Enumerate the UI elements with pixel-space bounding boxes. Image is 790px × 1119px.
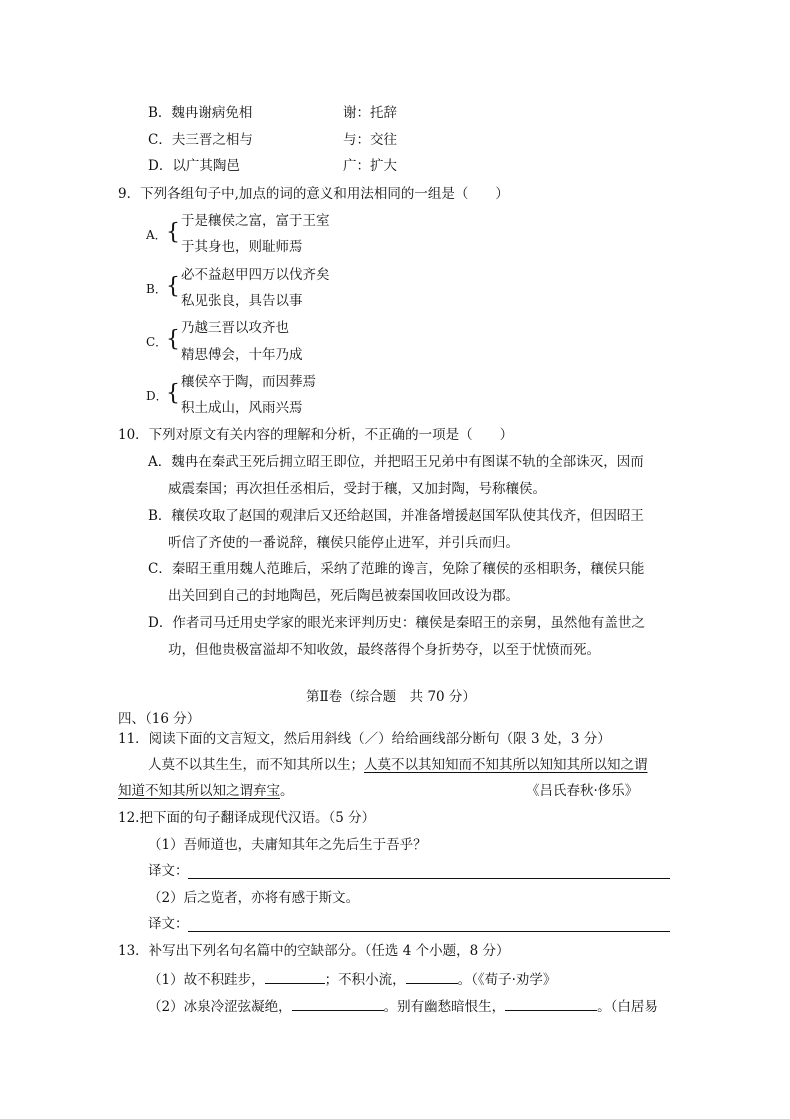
q11-underlined-text: 人莫不以其知知而不知其所以知知其所以知之谓 [364,757,648,773]
section-2-title: 第Ⅱ卷（综合题 共 70 分） [306,689,476,705]
q8-option-d-gloss: 广：扩大 [343,158,397,174]
q9-b-sentence-2: 私见张良，具告以事 [181,293,303,309]
q13-item-1-part-b: ；不积小流， [324,972,406,988]
q8-option-c-gloss: 与：交往 [343,132,397,148]
q11-passage-line-1 [148,756,648,774]
part-4-heading: 四、（16 分） [118,711,201,727]
q9-option-letter: D． [146,389,168,403]
q10-option-b-line-2: 听信了齐使的一番说辞，穰侯只能停止进军，并引兵而归。 [168,535,519,551]
q11-underlined-text: 知道不知其所以知之谓弃宝 [118,783,280,799]
q12-stem: 12.把下面的句子翻译成现代汉语。（5 分） [118,810,376,826]
q9-option-letter: B． [146,282,167,296]
q9-d-sentence-1: 穰侯卒于陶，而因葬焉 [181,374,316,390]
q8-option-c: C．夫三晋之相与 [148,132,253,148]
brace-icon: { [166,220,180,245]
q11-stem: 11．阅读下面的文言短文，然后用斜线（／）给给画线部分断句（限 3 处，3 分） [118,731,611,747]
q8-option-b-gloss: 谢：托辞 [343,105,397,121]
q10-stem: 10．下列对原文有关内容的理解和分析，不正确的一项是（ ） [118,427,514,443]
q8-option-d: D．以广其陶邑 [148,158,240,174]
q10-option-a-line-2: 威震秦国；再次担任丞相后，受封于穰，又加封陶，号称穰侯。 [168,481,546,497]
q12-sentence-1: （1）吾师道也，夫庸知其年之先后生于吾乎？ [148,837,427,853]
q13-item-2-part-c: 。（白居易 [597,999,658,1015]
brace-icon: { [166,274,180,299]
q10-option-c-line-2: 出关回到自己的封地陶邑，死后陶邑被秦国收回改设为郡。 [168,588,519,604]
q13-item-1-part-a: （1）故不积跬步， [148,972,265,988]
q10-option-d-line-1: D．作者司马迁用史学家的眼光来评判历史：穰侯是秦昭王的亲舅，虽然他有盖世之 [148,615,645,631]
q13-item-2-part-b: 。别有幽愁暗恨生， [383,999,506,1015]
q11-period: 。 [280,783,294,799]
q12-answer-label-1: 译文： [148,863,189,879]
q9-b-sentence-1: 必不益赵甲四万以伐齐矣 [181,267,330,283]
q9-c-sentence-2: 精思傅会，十年乃成 [181,347,303,363]
q13-item-1-part-c: 。（《荀子·劝学》 [457,972,557,988]
q11-source: 《吕氏春秋·侈乐》 [526,783,639,799]
q10-option-c-line-1: C．秦昭王重用魏人范雎后，采纳了范雎的谗言，免除了穰侯的丞相职务，穰侯只能 [148,561,645,577]
q12-sentence-2: （2）后之览者，亦将有感于斯文。 [148,890,360,906]
q13-item-2-part-a: （2）冰泉冷涩弦凝绝， [148,999,292,1015]
fill-blank[interactable] [406,969,458,984]
q9-c-sentence-1: 乃越三晋以攻齐也 [181,320,289,336]
brace-icon: { [166,327,180,352]
q11-plain-text: 人莫不以其生生，而不知其所以生； [148,757,364,773]
brace-icon: { [166,381,180,406]
q9-option-letter: A． [146,228,167,242]
q13-stem: 13．补写出下列名句名篇中的空缺部分。（任选 4 个小题，8 分） [118,943,510,959]
q13-item-2 [148,996,658,1016]
q9-d-sentence-2: 积土成山，风雨兴焉 [181,400,303,416]
q8-option-b: B．魏冉谢病免相 [148,105,253,121]
q12-answer-line-1[interactable] [188,878,670,879]
q9-a-sentence-1: 于是穰侯之富，富于王室 [181,213,330,229]
q10-option-b-line-1: B．穰侯攻取了赵国的观津后又还给赵国，并准备增援赵国军队使其伐齐，但因昭王 [148,508,644,524]
q10-option-d-line-2: 功，但他贵极富溢却不知收敛，最终落得个身折势夺，以至于忧愤而死。 [168,642,600,658]
fill-blank[interactable] [265,969,325,984]
q12-answer-line-2[interactable] [188,931,670,932]
q12-answer-label-2: 译文： [148,916,189,932]
q9-stem: 9．下列各组句子中,加点的词的意义和用法相同的一组是（ ） [118,186,509,202]
q10-option-a-line-1: A．魏冉在秦武王死后拥立昭王即位，并把昭王兄弟中有图谋不轨的全部诛灭，因而 [148,454,644,470]
q13-item-1 [148,969,556,989]
fill-blank[interactable] [292,996,384,1011]
q9-a-sentence-2: 于其身也，则耻师焉 [181,239,303,255]
fill-blank[interactable] [505,996,597,1011]
q11-passage-line-2 [118,782,294,800]
q9-option-letter: C． [146,335,168,349]
